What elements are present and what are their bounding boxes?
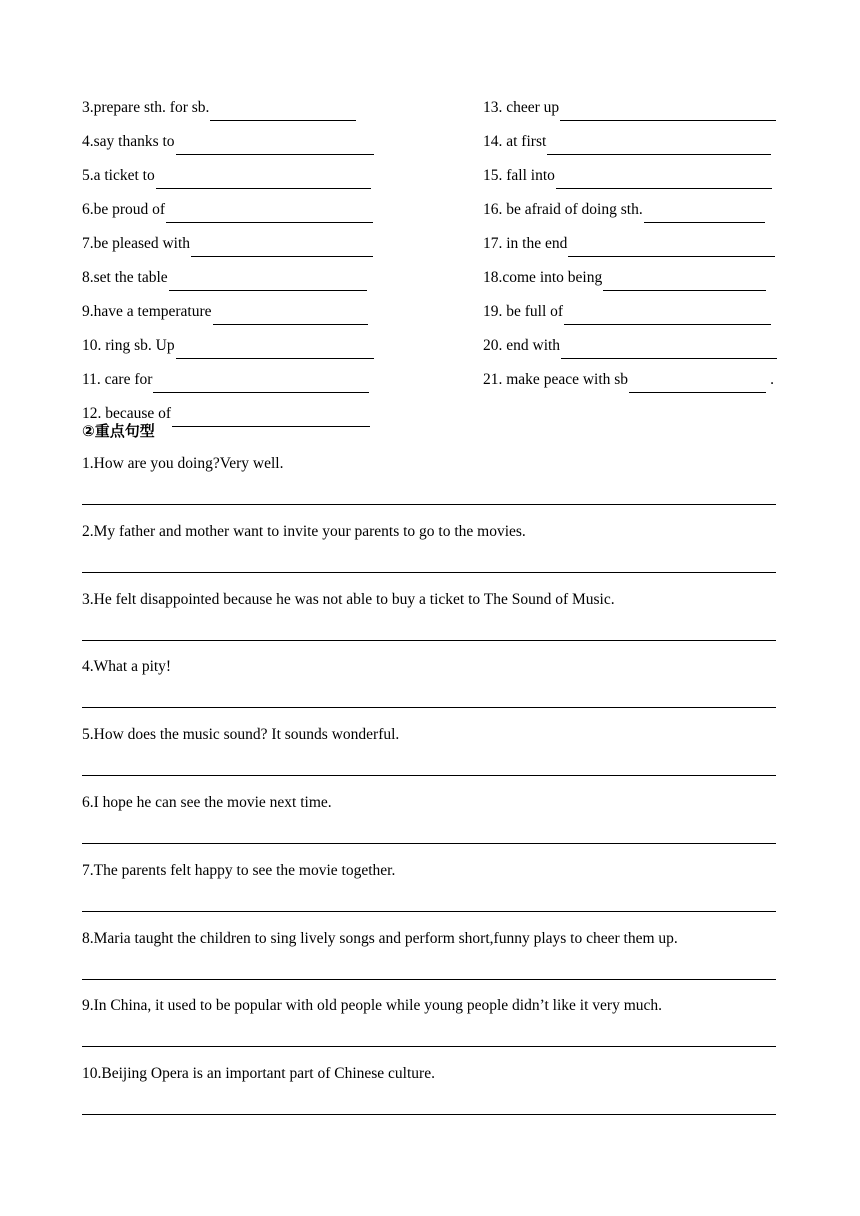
phrase-column-right bbox=[483, 87, 781, 393]
answer-blank[interactable] bbox=[213, 306, 368, 325]
sentence-text: 7.The parents felt happy to see the movie together. bbox=[82, 861, 396, 879]
phrase-text: 9.have a temperature bbox=[82, 303, 212, 320]
sentence-text: 3.He felt disappointed because he was not able to buy a ticket to The Sound of Music. bbox=[82, 590, 615, 608]
sentence-list bbox=[82, 452, 776, 1130]
sentence-text: 1.How are you doing?Very well. bbox=[82, 455, 284, 472]
answer-blank[interactable] bbox=[561, 340, 777, 359]
answer-blank[interactable] bbox=[166, 204, 373, 223]
phrase-item bbox=[483, 325, 781, 359]
answer-line[interactable] bbox=[82, 572, 776, 573]
answer-blank[interactable] bbox=[176, 340, 374, 359]
phrase-column-left bbox=[82, 87, 374, 427]
answer-blank[interactable] bbox=[560, 102, 776, 121]
sentence-text: 5.How does the music sound? It sounds wonderful. bbox=[82, 726, 400, 744]
sentence-text: 8.Maria taught the children to sing lively songs and perform short,funny plays to cheer them up. bbox=[82, 929, 678, 947]
answer-blank[interactable] bbox=[547, 136, 771, 155]
answer-blank[interactable] bbox=[176, 136, 374, 155]
answer-blank[interactable] bbox=[568, 238, 775, 257]
phrase-item bbox=[483, 223, 781, 257]
phrase-item bbox=[483, 359, 781, 393]
phrase-text: 4.say thanks to bbox=[82, 133, 175, 150]
answer-blank[interactable] bbox=[556, 170, 772, 189]
sentence-item bbox=[82, 723, 776, 791]
answer-line[interactable] bbox=[82, 504, 776, 505]
sentence-item bbox=[82, 588, 776, 656]
sentence-item bbox=[82, 452, 776, 520]
phrase-text: 6.be proud of bbox=[82, 201, 166, 218]
sentence-item bbox=[82, 655, 776, 723]
phrase-item bbox=[82, 223, 374, 257]
sentence-text: 9.In China, it used to be popular with old people while young people didn’t like it very much. bbox=[82, 997, 663, 1015]
phrase-text: 8.set the table bbox=[82, 269, 168, 286]
phrase-text: 7.be pleased with bbox=[82, 235, 191, 252]
answer-blank[interactable] bbox=[172, 408, 370, 427]
sentence-text: 2.My father and mother want to invite your parents to go to the movies. bbox=[82, 522, 526, 540]
phrase-item bbox=[82, 325, 374, 359]
answer-line[interactable] bbox=[82, 1046, 776, 1047]
phrase-text: 12. because of bbox=[82, 405, 172, 422]
phrase-text: 18.come into being bbox=[483, 269, 603, 286]
phrase-item bbox=[483, 189, 781, 223]
sentence-item bbox=[82, 520, 776, 588]
phrase-text: 16. be afraid of doing sth. bbox=[483, 201, 643, 218]
phrase-text: 13. cheer up bbox=[483, 99, 560, 116]
phrase-item bbox=[82, 87, 374, 121]
phrase-item bbox=[82, 189, 374, 223]
answer-line[interactable] bbox=[82, 843, 776, 844]
sentence-item bbox=[82, 791, 776, 859]
answer-line[interactable] bbox=[82, 640, 776, 641]
phrase-item bbox=[483, 121, 781, 155]
phrase-text: 21. make peace with sb bbox=[483, 371, 629, 388]
phrase-text: 17. in the end bbox=[483, 235, 568, 252]
sentence-text: 10.Beijing Opera is an important part of Chinese culture. bbox=[82, 1065, 435, 1083]
answer-blank[interactable] bbox=[644, 204, 765, 223]
answer-line[interactable] bbox=[82, 775, 776, 776]
phrase-text: 11. care for bbox=[82, 371, 153, 388]
phrase-text: 14. at first bbox=[483, 133, 547, 150]
phrase-item bbox=[483, 155, 781, 189]
answer-line[interactable] bbox=[82, 1114, 776, 1115]
answer-blank[interactable] bbox=[629, 374, 766, 393]
answer-blank[interactable] bbox=[210, 102, 356, 121]
phrase-item bbox=[483, 291, 781, 325]
phrase-item bbox=[483, 87, 781, 121]
sentence-item bbox=[82, 859, 776, 927]
answer-line[interactable] bbox=[82, 707, 776, 708]
answer-blank[interactable] bbox=[564, 306, 771, 325]
phrase-item bbox=[82, 121, 374, 155]
phrase-item bbox=[82, 359, 374, 393]
answer-blank[interactable] bbox=[191, 238, 373, 257]
sentence-item bbox=[82, 927, 776, 995]
answer-blank[interactable] bbox=[156, 170, 371, 189]
sentence-item bbox=[82, 994, 776, 1062]
phrase-text: 3.prepare sth. for sb. bbox=[82, 99, 210, 116]
answer-line[interactable] bbox=[82, 911, 776, 912]
phrase-item bbox=[82, 291, 374, 325]
phrase-text: 5.a ticket to bbox=[82, 167, 155, 184]
phrase-text: 19. be full of bbox=[483, 303, 564, 320]
sentence-text: 4.What a pity! bbox=[82, 658, 172, 676]
answer-blank[interactable] bbox=[169, 272, 367, 291]
phrase-tail: . bbox=[770, 371, 774, 388]
phrase-item bbox=[82, 155, 374, 189]
answer-line[interactable] bbox=[82, 979, 776, 980]
answer-blank[interactable] bbox=[153, 374, 369, 393]
phrase-item bbox=[483, 257, 781, 291]
sentence-item bbox=[82, 1062, 776, 1130]
phrase-text: 15. fall into bbox=[483, 167, 555, 184]
phrase-text: 10. ring sb. Up bbox=[82, 337, 175, 354]
answer-blank[interactable] bbox=[603, 272, 766, 291]
sentence-text: 6.I hope he can see the movie next time. bbox=[82, 793, 332, 811]
section-title: ②重点句型 bbox=[82, 422, 155, 440]
phrase-item bbox=[82, 257, 374, 291]
phrase-text: 20. end with bbox=[483, 337, 561, 354]
